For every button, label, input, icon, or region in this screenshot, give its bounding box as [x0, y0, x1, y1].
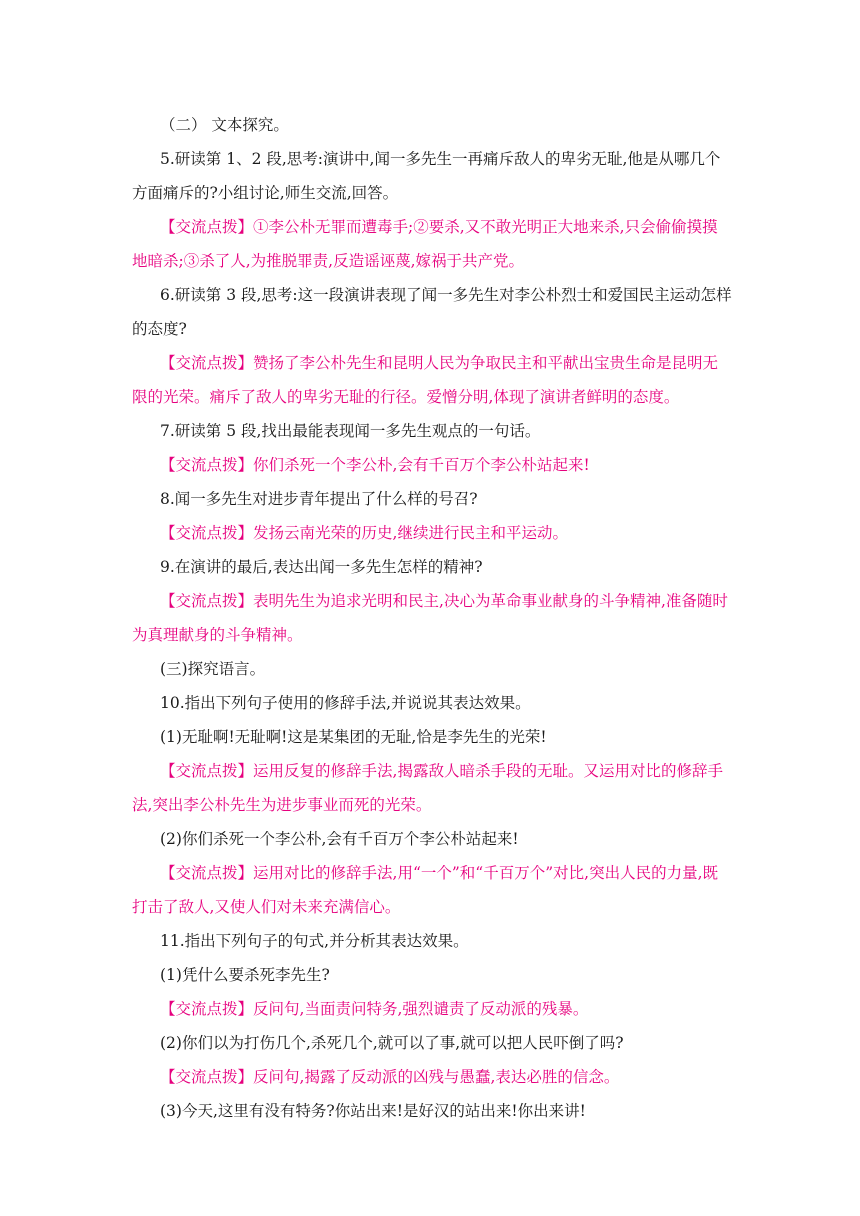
answer-text: 你们杀死一个李公朴,会有千百万个李公朴站起来! [253, 456, 590, 474]
answer-text: 反问句,揭露了反动派的凶残与愚蠢,表达必胜的信念。 [253, 1068, 620, 1086]
answer-tag: 【交流点拨】 [160, 524, 254, 542]
answer-text: 发扬云南光荣的历史,继续进行民主和平运动。 [253, 524, 568, 542]
answer-tag: 【交流点拨】 [160, 762, 254, 780]
answer-11-1 [132, 992, 732, 1026]
answer-8 [132, 516, 732, 550]
question-11-item-2: (2)你们以为打伤几个,杀死几个,就可以了事,就可以把人民吓倒了吗? [160, 1034, 624, 1052]
answer-tag: 【交流点拨】 [160, 1068, 254, 1086]
answer-5 [132, 210, 732, 278]
document-body [132, 108, 732, 1128]
section-heading-language-inquiry: (三)探究语言。 [160, 660, 266, 678]
answer-tag: 【交流点拨】 [160, 354, 254, 372]
question-9: 9.在演讲的最后,表达出闻一多先生怎样的精神? [160, 558, 483, 576]
section-heading-text-inquiry: （二） 文本探究。 [160, 116, 289, 134]
answer-7 [132, 448, 732, 482]
question-10-item-2: (2)你们杀死一个李公朴,会有千百万个李公朴站起来! [160, 830, 519, 848]
answer-tag: 【交流点拨】 [160, 592, 254, 610]
question-10: 10.指出下列句子使用的修辞手法,并说说其表达效果。 [160, 694, 531, 712]
question-11-item-1: (1)凭什么要杀死李先生? [160, 966, 330, 984]
answer-11-2 [132, 1060, 732, 1094]
answer-text: 反问句,当面责问特务,强烈谴责了反动派的残暴。 [253, 1000, 589, 1018]
answer-text: 运用反复的修辞手法,揭露敌人暗杀手段的无耻。又运用对比的修辞手法,突出李公朴先生为进步事业而死的光荣。 [132, 762, 723, 814]
answer-10-1 [132, 754, 732, 822]
question-7: 7.研读第 5 段,找出最能表现闻一多先生观点的一句话。 [160, 422, 541, 440]
answer-tag: 【交流点拨】 [160, 864, 254, 882]
answer-10-2 [132, 856, 732, 924]
question-5: 5.研读第 1、2 段,思考:演讲中,闻一多先生一再痛斥敌人的卑劣无耻,他是从哪几个方面痛斥的?小组讨论,师生交流,回答。 [132, 150, 721, 202]
answer-text: 赞扬了李公朴先生和昆明人民为争取民主和平献出宝贵生命是昆明无限的光荣。痛斥了敌人的卑劣无耻的行径。爱憎分明,体现了演讲者鲜明的态度。 [132, 354, 719, 406]
answer-6 [132, 346, 732, 414]
question-6: 6.研读第 3 段,思考:这一段演讲表现了闻一多先生对李公朴烈士和爱国民主运动怎样的态度? [132, 286, 732, 338]
answer-text: 表明先生为追求光明和民主,决心为革命事业献身的斗争精神,准备随时为真理献身的斗争精神。 [132, 592, 728, 644]
answer-tag: 【交流点拨】 [160, 218, 254, 236]
answer-text: ①李公朴无罪而遭毒手;②要杀,又不敢光明正大地来杀,只会偷偷摸摸地暗杀;③杀了人,为推脱罪责,反造谣诬蔑,嫁祸于共产党。 [132, 218, 718, 270]
question-8: 8.闻一多先生对进步青年提出了什么样的号召? [160, 490, 478, 508]
question-11-item-3: (3)今天,这里有没有特务?你站出来!是好汉的站出来!你出来讲! [160, 1102, 586, 1120]
answer-text: 运用对比的修辞手法,用“一个”和“千百万个”对比,突出人民的力量,既打击了敌人,又使人们对未来充满信心。 [132, 864, 718, 916]
answer-tag: 【交流点拨】 [160, 1000, 254, 1018]
answer-tag: 【交流点拨】 [160, 456, 254, 474]
answer-9 [132, 584, 732, 652]
question-11: 11.指出下列句子的句式,并分析其表达效果。 [160, 932, 469, 950]
question-10-item-1: (1)无耻啊!无耻啊!这是某集团的无耻,恰是李先生的光荣! [160, 728, 547, 746]
